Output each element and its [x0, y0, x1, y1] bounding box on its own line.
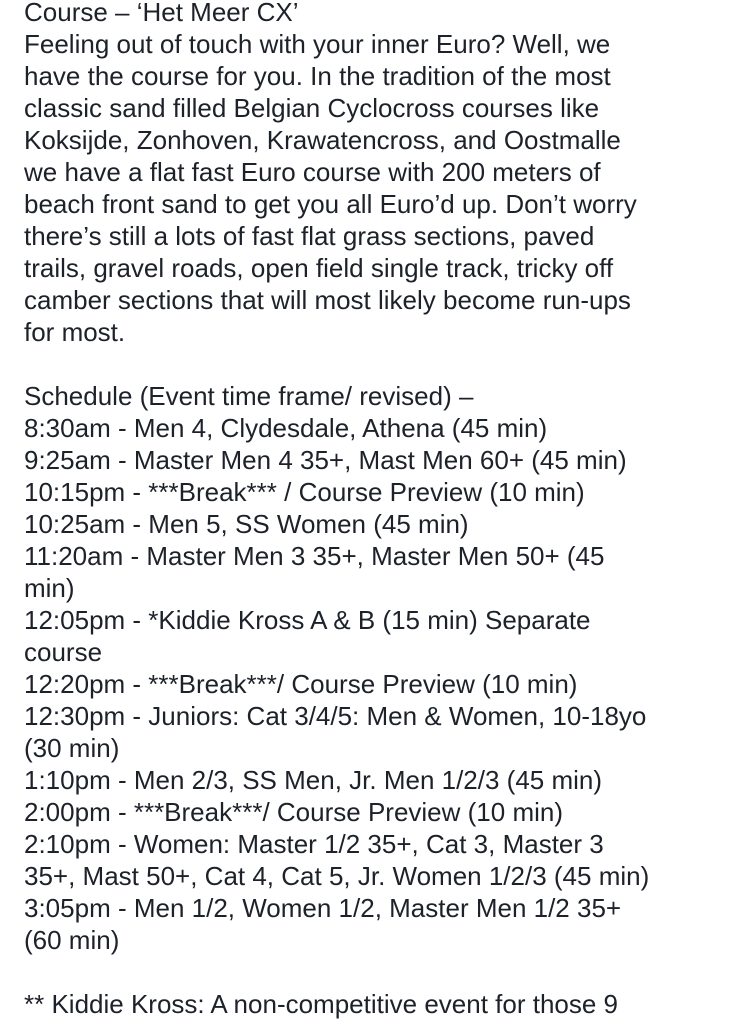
schedule-line: 12:20pm - ***Break***/ Course Preview (10 min) [24, 669, 578, 699]
schedule-line: (60 min) [24, 925, 120, 955]
schedule-heading: Schedule (Event time frame/ revised) – [24, 381, 474, 411]
schedule-line: course [24, 637, 103, 667]
description-line: we have a flat fast Euro course with 200 meters of [24, 157, 601, 187]
schedule-line: 10:15pm - ***Break*** / Course Preview (10 min) [24, 477, 585, 507]
description-line: for most. [24, 317, 126, 347]
description-line: classic sand filled Belgian Cyclocross courses like [24, 93, 600, 123]
schedule-line: 8:30am - Men 4, Clydesdale, Athena (45 min) [24, 413, 548, 443]
post-body [24, 0, 746, 1020]
description-line: Feeling out of touch with your inner Euro? Well, we [24, 29, 611, 59]
schedule-line: min) [24, 573, 75, 603]
schedule-line: 11:20am - Master Men 3 35+, Master Men 50+ (45 [24, 541, 605, 571]
schedule-line: 12:05pm - *Kiddie Kross A & B (15 min) Separate [24, 605, 591, 635]
schedule-line: 2:10pm - Women: Master 1/2 35+, Cat 3, Master 3 [24, 829, 604, 859]
paragraph-gap [24, 956, 746, 988]
schedule-list [24, 412, 746, 956]
course-title: Course – ‘Het Meer CX’ [24, 0, 299, 27]
schedule-line: 12:30pm - Juniors: Cat 3/4/5: Men & Women, 10-18yo [24, 701, 647, 731]
description-line: camber sections that will most likely become run-ups [24, 285, 631, 315]
kiddie-kross-footnote: ** Kiddie Kross: A non-competitive event for those 9 [24, 989, 619, 1019]
paragraph-gap [24, 348, 746, 380]
description-line: Koksijde, Zonhoven, Krawatencross, and Oostmalle [24, 125, 621, 155]
description-line: have the course for you. In the tradition of the most [24, 61, 611, 91]
schedule-line: 1:10pm - Men 2/3, SS Men, Jr. Men 1/2/3 (45 min) [24, 765, 603, 795]
schedule-line: 9:25am - Master Men 4 35+, Mast Men 60+ (45 min) [24, 445, 627, 475]
course-description [24, 28, 746, 348]
description-line: there’s still a lots of fast flat grass sections, paved [24, 221, 595, 251]
schedule-line: 2:00pm - ***Break***/ Course Preview (10 min) [24, 797, 563, 827]
schedule-line: 10:25am - Men 5, SS Women (45 min) [24, 509, 469, 539]
schedule-line: 35+, Mast 50+, Cat 4, Cat 5, Jr. Women 1/2/3 (45 min) [24, 861, 650, 891]
schedule-line: (30 min) [24, 733, 120, 763]
schedule-line: 3:05pm - Men 1/2, Women 1/2, Master Men 1/2 35+ [24, 893, 622, 923]
description-line: trails, gravel roads, open field single track, tricky off [24, 253, 614, 283]
description-line: beach front sand to get you all Euro’d up. Don’t worry [24, 189, 637, 219]
